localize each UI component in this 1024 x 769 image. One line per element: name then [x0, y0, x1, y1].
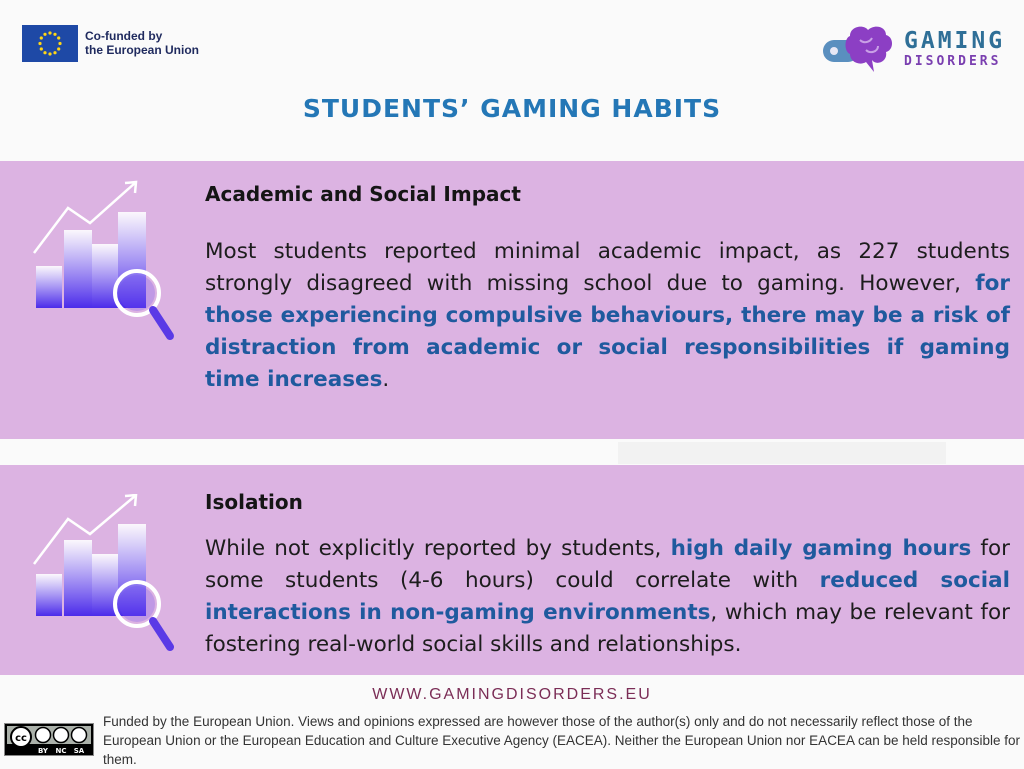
page-title: STUDENTS’ GAMING HABITS [302, 94, 722, 123]
license-nc: NC [55, 747, 67, 755]
chart-magnifier-icon [30, 178, 180, 343]
svg-text:cc: cc [15, 733, 27, 744]
logo-wordmark: GAMING DISORDERS [904, 28, 1006, 69]
creative-commons-license-icon [4, 723, 94, 756]
license-sa: SA [73, 747, 85, 755]
section-body: While not explicitly reported by students, high daily gaming hours for some students (4-6 hours) could correlate with reduced social interactions in non-gaming environments, which may be relevant for fostering real-world social skills and relationships. [205, 536, 1010, 657]
license-by: BY [37, 747, 49, 755]
section-heading: Academic and Social Impact [205, 182, 521, 206]
section-heading: Isolation [205, 490, 303, 514]
section-body: Most students reported minimal academic impact, as 227 students strongly disagreed with missing school due to gaming. However, for those experiencing compulsive behaviours, there may be a risk of distraction from academic or social responsibilities if gaming time increases. [205, 239, 1010, 392]
brain-controller-icon [820, 22, 900, 84]
eu-cofunded-label: Co-funded by the European Union [85, 29, 199, 57]
chart-magnifier-icon [30, 494, 180, 659]
website-link[interactable]: WWW.GAMINGDISORDERS.EU [372, 686, 652, 703]
eu-flag-icon [22, 25, 78, 62]
funding-disclaimer: Funded by the European Union. Views and opinions expressed are however those of the author(s) only and do not necessarily reflect those of the European Union or the European Education and Culture Executive Agency (EACEA). Neither the European Union nor EACEA can be held responsible for them. [103, 714, 1021, 767]
gaming-disorders-logo [820, 22, 1010, 84]
divider-strip [618, 442, 946, 464]
